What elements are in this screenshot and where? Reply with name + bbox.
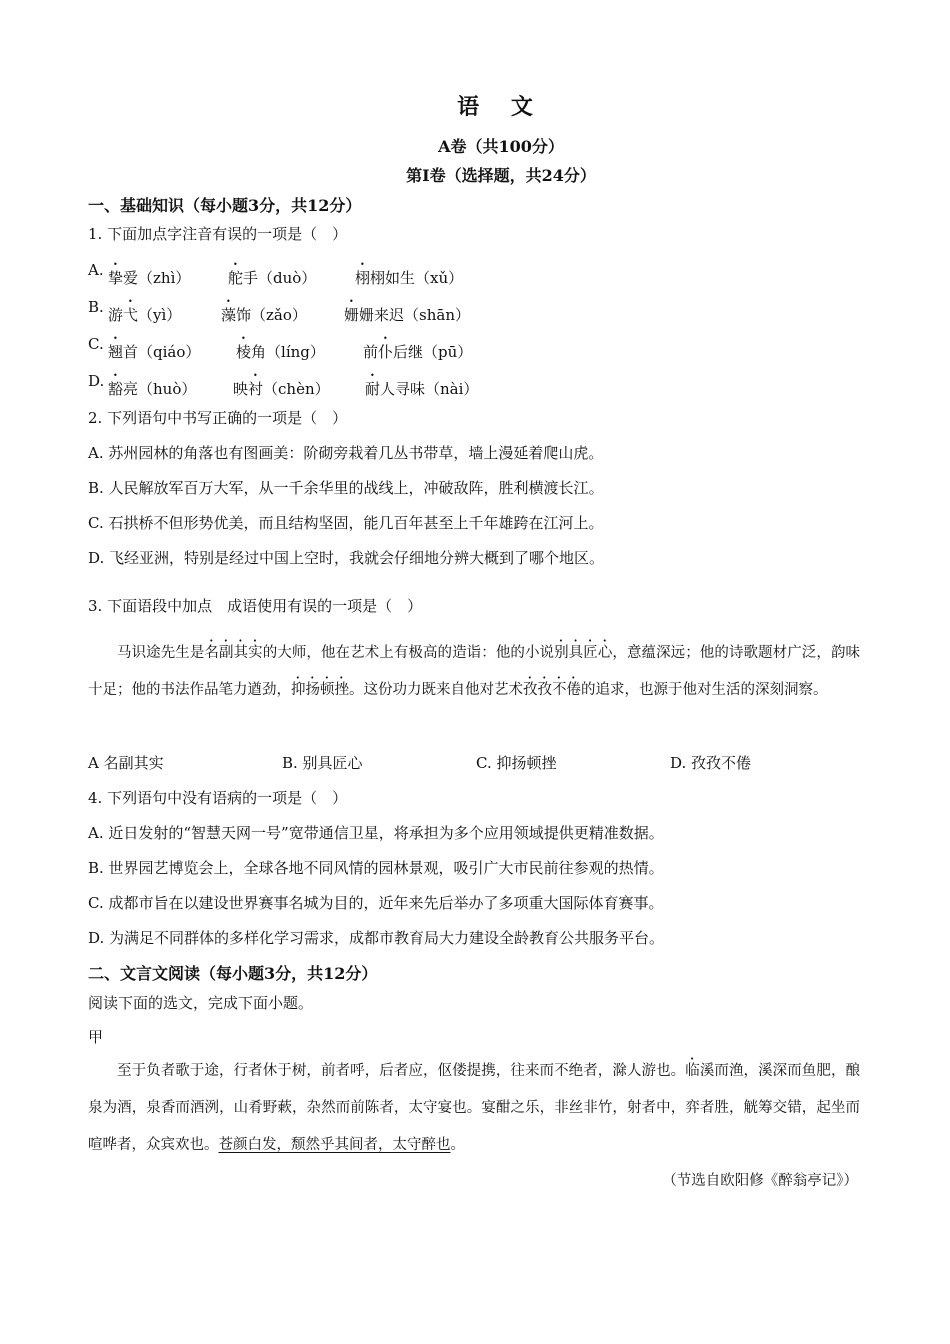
question-1-option-b: B. 游弋（yì） 藻饰（zǎo） 姗姗来迟（shān） — [88, 298, 470, 324]
question-3-passage: 马识途先生是名副其实的大师，他在艺术上有极高的造诣：他的小说别具匠心，意蕴深远；他的诗歌题材广泛，韵味十足；他的书法作品笔力遒劲，抑扬顿挫。这份功力既来自他对艺术孜孜不倦的追求，也源于他对生活的深刻洞察。 — [88, 645, 861, 698]
question-3-option-d: D. 孜孜不倦 — [670, 754, 752, 772]
question-3-stem: 3. 下面语段中加点 成语使用有误的一项是（ ） — [88, 597, 423, 615]
option-a-item-2: 舵手（duò） — [228, 269, 317, 287]
question-2-stem: 2. 下列语句中书写正确的一项是（ ） — [88, 409, 348, 427]
option-b-item-2: 藻饰（zǎo） — [221, 306, 307, 324]
option-a-item-1: 挚爱（zhì） — [108, 269, 191, 287]
option-d-item-2: 映衬（chèn） — [233, 380, 330, 398]
section-one-heading: 一、基础知识（每小题3分，共12分） — [88, 196, 362, 215]
question-1-stem: 1. 下面加点字注音有误的一项是（ ） — [88, 225, 348, 243]
part-one-heading: 第Ⅰ卷（选择题，共24分） — [406, 166, 596, 185]
question-2-option-d: D. 飞经亚洲，特别是经过中国上空时，我就会仔细地分辨大概到了哪个地区。 — [88, 549, 605, 567]
option-d-item-3: 耐人寻味（nài） — [365, 380, 479, 398]
question-4-option-c: C. 成都市旨在以建设世界赛事名城为目的，近年来先后举办了多项重大国际体育赛事。 — [88, 894, 664, 912]
option-c-item-2: 棱角（líng） — [236, 343, 325, 361]
passage-source: （节选自欧阳修《醉翁亭记》） — [662, 1173, 858, 1189]
paper-a-heading: A卷（共100分） — [438, 137, 564, 156]
question-4-option-d: D. 为满足不同群体的多样化学习需求，成都市教育局大力建设全龄教育公共服务平台。 — [88, 929, 665, 947]
passage-label-jia: 甲 — [88, 1028, 104, 1046]
classical-passage: 至于负者歌于途，行者休于树，前者呼，后者应，伛偻提携，往来而不绝者，滁人游也。临溪而渔，溪深而鱼肥，酿泉为酒，泉香而酒洌，山肴野蔌，杂然而前陈者，太守宴也。宴酣之乐，非丝非竹，射者中，弈者胜，觥筹交错，起坐而喧哗者，众宾欢也。苍颜白发，颓然乎其间者，太守醉也。 — [88, 1063, 861, 1153]
question-2-option-b: B. 人民解放军百万大军，从一千余华里的战线上，冲破敌阵，胜利横渡长江。 — [88, 479, 604, 497]
question-3-option-c: C. 抑扬顿挫 — [476, 754, 557, 772]
option-b-item-1: 游弋（yì） — [108, 306, 182, 324]
question-1-option-d: D. 豁亮（huò） 映衬（chèn） 耐人寻味（nài） — [88, 372, 479, 398]
exam-title: 语 文 — [457, 94, 545, 120]
question-4-stem: 4. 下列语句中没有语病的一项是（ ） — [88, 789, 348, 807]
question-4-option-b: B. 世界园艺博览会上，全球各地不同风情的园林景观，吸引广大市民前往参观的热情。 — [88, 859, 664, 877]
question-3-option-b: B. 别具匠心 — [282, 754, 363, 772]
option-a-item-3: 栩栩如生（xǔ） — [355, 269, 464, 287]
question-1-option-c: C. 翘首（qiáo） 棱角（líng） 前仆后继（pū） — [88, 335, 473, 361]
option-d-item-1: 豁亮（huò） — [108, 380, 197, 398]
option-b-item-3: 姗姗来迟（shān） — [344, 306, 470, 324]
question-4-option-a: A. 近日发射的“智慧天网一号”宽带通信卫星，将承担为多个应用领域提供更精准数据。 — [88, 824, 664, 842]
question-2-option-a: A. 苏州园林的角落也有图画美：阶砌旁栽着几丛书带草，墙上漫延着爬山虎。 — [88, 444, 604, 462]
question-3-option-a: A 名副其实 — [88, 754, 164, 772]
option-c-item-3: 前仆后继（pū） — [363, 343, 473, 361]
section-two-heading: 二、文言文阅读（每小题3分，共12分） — [88, 964, 378, 983]
question-1-option-a: A. 挚爱（zhì） 舵手（duò） 栩栩如生（xǔ） — [88, 261, 464, 287]
question-2-option-c: C. 石拱桥不但形势优美，而且结构坚固，能几百年甚至上千年雄跨在江河上。 — [88, 514, 604, 532]
reading-instruction: 阅读下面的选文，完成下面小题。 — [88, 994, 314, 1012]
option-c-item-1: 翘首（qiáo） — [108, 343, 201, 361]
